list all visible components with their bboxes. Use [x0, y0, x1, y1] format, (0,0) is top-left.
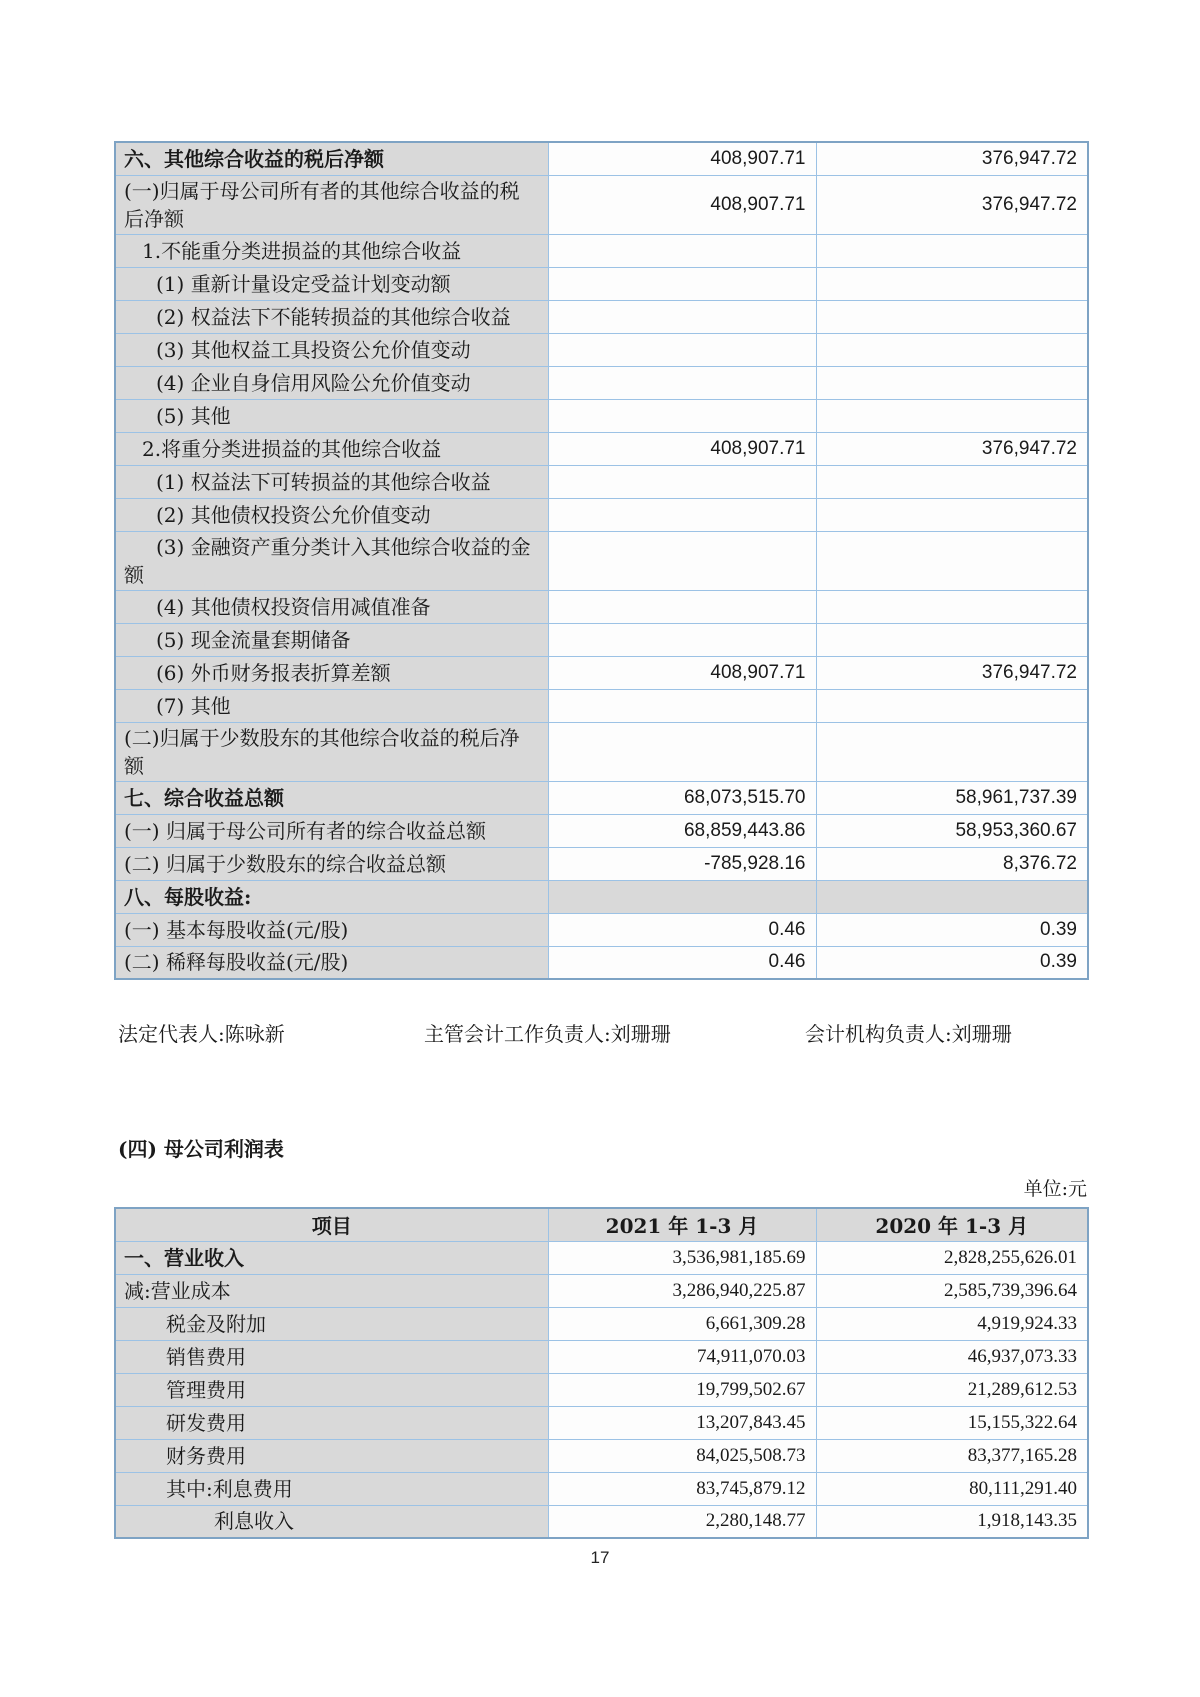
row-label: 八、每股收益:	[115, 880, 548, 913]
table-row	[115, 1406, 1088, 1439]
row-value-2020: 46,937,073.33	[816, 1340, 1088, 1373]
table-row	[115, 946, 1088, 979]
row-value-2021: 3,286,940,225.87	[548, 1274, 816, 1307]
row-value-2021	[548, 722, 816, 781]
row-value-2021: 74,911,070.03	[548, 1340, 816, 1373]
row-value-2021: 3,536,981,185.69	[548, 1241, 816, 1274]
row-label: 其中:利息费用	[115, 1472, 548, 1505]
row-value-2020	[816, 880, 1088, 913]
row-value-2020: 8,376.72	[816, 847, 1088, 880]
table-row	[115, 814, 1088, 847]
row-value-2020: 0.39	[816, 946, 1088, 979]
header-2020: 2020 年 1-3 月	[816, 1208, 1088, 1241]
row-label: (二) 归属于少数股东的综合收益总额	[115, 847, 548, 880]
row-value-2021: 68,859,443.86	[548, 814, 816, 847]
table-row	[115, 1439, 1088, 1472]
row-value-2021: 19,799,502.67	[548, 1373, 816, 1406]
row-value-2020: 4,919,924.33	[816, 1307, 1088, 1340]
row-value-2021: 0.46	[548, 946, 816, 979]
table-row	[115, 722, 1088, 781]
accounting-department-head: 会计机构负责人:刘珊珊	[805, 1022, 1012, 1046]
unit-label: 单位:元	[1023, 1178, 1087, 1200]
row-value-2020	[816, 465, 1088, 498]
table-row	[115, 1505, 1088, 1538]
parent-company-income-table	[114, 1207, 1089, 1539]
row-value-2021: 2,280,148.77	[548, 1505, 816, 1538]
row-value-2020: 376,947.72	[816, 142, 1088, 175]
row-value-2021	[548, 366, 816, 399]
table-row	[115, 267, 1088, 300]
table-header-row	[115, 1208, 1088, 1241]
row-label: (4) 企业自身信用风险公允价值变动	[115, 366, 548, 399]
row-value-2020: 2,828,255,626.01	[816, 1241, 1088, 1274]
row-value-2021	[548, 498, 816, 531]
row-value-2021: 68,073,515.70	[548, 781, 816, 814]
row-label: 七、综合收益总额	[115, 781, 548, 814]
row-value-2021: 408,907.71	[548, 656, 816, 689]
table-row	[115, 1373, 1088, 1406]
table-row	[115, 656, 1088, 689]
table-row	[115, 333, 1088, 366]
table-row	[115, 432, 1088, 465]
table-row	[115, 142, 1088, 175]
row-value-2021	[548, 623, 816, 656]
row-value-2021	[548, 234, 816, 267]
table-row	[115, 366, 1088, 399]
row-value-2020: 376,947.72	[816, 175, 1088, 234]
row-label: (7) 其他	[115, 689, 548, 722]
row-value-2020	[816, 267, 1088, 300]
row-value-2021	[548, 333, 816, 366]
table-row	[115, 1274, 1088, 1307]
row-label: 2.将重分类进损益的其他综合收益	[115, 432, 548, 465]
table-row	[115, 1340, 1088, 1373]
table-row	[115, 1472, 1088, 1505]
row-value-2020	[816, 234, 1088, 267]
row-label: 减:营业成本	[115, 1274, 548, 1307]
row-value-2021	[548, 300, 816, 333]
row-value-2021	[548, 531, 816, 590]
table-row	[115, 498, 1088, 531]
table-row	[115, 300, 1088, 333]
table-row	[115, 465, 1088, 498]
row-label: (2) 权益法下不能转损益的其他综合收益	[115, 300, 548, 333]
row-label: (1) 权益法下可转损益的其他综合收益	[115, 465, 548, 498]
row-value-2020	[816, 689, 1088, 722]
table-row	[115, 689, 1088, 722]
row-value-2021: 408,907.71	[548, 142, 816, 175]
signature-line	[118, 1018, 1091, 1047]
row-value-2020: 376,947.72	[816, 656, 1088, 689]
row-label: (6) 外币财务报表折算差额	[115, 656, 548, 689]
row-value-2021	[548, 465, 816, 498]
row-label: 销售费用	[115, 1340, 548, 1373]
row-value-2020	[816, 300, 1088, 333]
row-label: (4) 其他债权投资信用减值准备	[115, 590, 548, 623]
row-label: (一) 基本每股收益(元/股)	[115, 913, 548, 946]
row-value-2020	[816, 498, 1088, 531]
table-row	[115, 781, 1088, 814]
row-value-2020	[816, 531, 1088, 590]
row-value-2021: 0.46	[548, 913, 816, 946]
page-number: 17	[590, 1548, 610, 1567]
section-title: (四) 母公司利润表	[118, 1137, 284, 1161]
header-2021: 2021 年 1-3 月	[548, 1208, 816, 1241]
row-value-2021: 83,745,879.12	[548, 1472, 816, 1505]
row-value-2021: 13,207,843.45	[548, 1406, 816, 1439]
row-label: 税金及附加	[115, 1307, 548, 1340]
row-value-2020: 376,947.72	[816, 432, 1088, 465]
row-value-2021: 408,907.71	[548, 432, 816, 465]
row-value-2020: 83,377,165.28	[816, 1439, 1088, 1472]
legal-representative: 法定代表人:陈咏新	[118, 1022, 285, 1046]
row-label: (二) 稀释每股收益(元/股)	[115, 946, 548, 979]
row-value-2020: 0.39	[816, 913, 1088, 946]
row-label: (2) 其他债权投资公允价值变动	[115, 498, 548, 531]
row-value-2021: -785,928.16	[548, 847, 816, 880]
row-label: 管理费用	[115, 1373, 548, 1406]
row-value-2020	[816, 623, 1088, 656]
row-label: 研发费用	[115, 1406, 548, 1439]
row-label: (3) 金融资产重分类计入其他综合收益的金额	[115, 531, 548, 590]
table-row	[115, 399, 1088, 432]
row-value-2020: 80,111,291.40	[816, 1472, 1088, 1505]
row-value-2020: 15,155,322.64	[816, 1406, 1088, 1439]
table-row	[115, 590, 1088, 623]
row-label: (5) 其他	[115, 399, 548, 432]
comprehensive-income-table	[114, 141, 1089, 980]
chief-accounting-officer: 主管会计工作负责人:刘珊珊	[424, 1022, 671, 1046]
header-item: 项目	[115, 1208, 548, 1241]
row-label: (5) 现金流量套期储备	[115, 623, 548, 656]
row-value-2021: 6,661,309.28	[548, 1307, 816, 1340]
table-row	[115, 175, 1088, 234]
table-row	[115, 913, 1088, 946]
row-value-2021: 408,907.71	[548, 175, 816, 234]
row-value-2021	[548, 267, 816, 300]
row-value-2020	[816, 366, 1088, 399]
row-value-2021	[548, 590, 816, 623]
row-value-2020	[816, 333, 1088, 366]
row-value-2020	[816, 399, 1088, 432]
table-row	[115, 847, 1088, 880]
row-value-2020: 58,961,737.39	[816, 781, 1088, 814]
row-value-2021	[548, 880, 816, 913]
row-label: 一、营业收入	[115, 1241, 548, 1274]
row-label: (3) 其他权益工具投资公允价值变动	[115, 333, 548, 366]
row-label: (1) 重新计量设定受益计划变动额	[115, 267, 548, 300]
row-label: 1.不能重分类进损益的其他综合收益	[115, 234, 548, 267]
table-row	[115, 1307, 1088, 1340]
row-value-2020	[816, 722, 1088, 781]
row-value-2020: 2,585,739,396.64	[816, 1274, 1088, 1307]
row-value-2020: 21,289,612.53	[816, 1373, 1088, 1406]
row-value-2020: 58,953,360.67	[816, 814, 1088, 847]
row-value-2021	[548, 689, 816, 722]
table-row	[115, 880, 1088, 913]
row-value-2021	[548, 399, 816, 432]
row-value-2020	[816, 590, 1088, 623]
table-row	[115, 531, 1088, 590]
table-row	[115, 234, 1088, 267]
row-label: (二)归属于少数股东的其他综合收益的税后净额	[115, 722, 548, 781]
row-label: 财务费用	[115, 1439, 548, 1472]
row-label: (一)归属于母公司所有者的其他综合收益的税后净额	[115, 175, 548, 234]
row-label: (一) 归属于母公司所有者的综合收益总额	[115, 814, 548, 847]
row-value-2020: 1,918,143.35	[816, 1505, 1088, 1538]
row-label: 利息收入	[115, 1505, 548, 1538]
table-row	[115, 623, 1088, 656]
row-label: 六、其他综合收益的税后净额	[115, 142, 548, 175]
row-value-2021: 84,025,508.73	[548, 1439, 816, 1472]
table-row	[115, 1241, 1088, 1274]
